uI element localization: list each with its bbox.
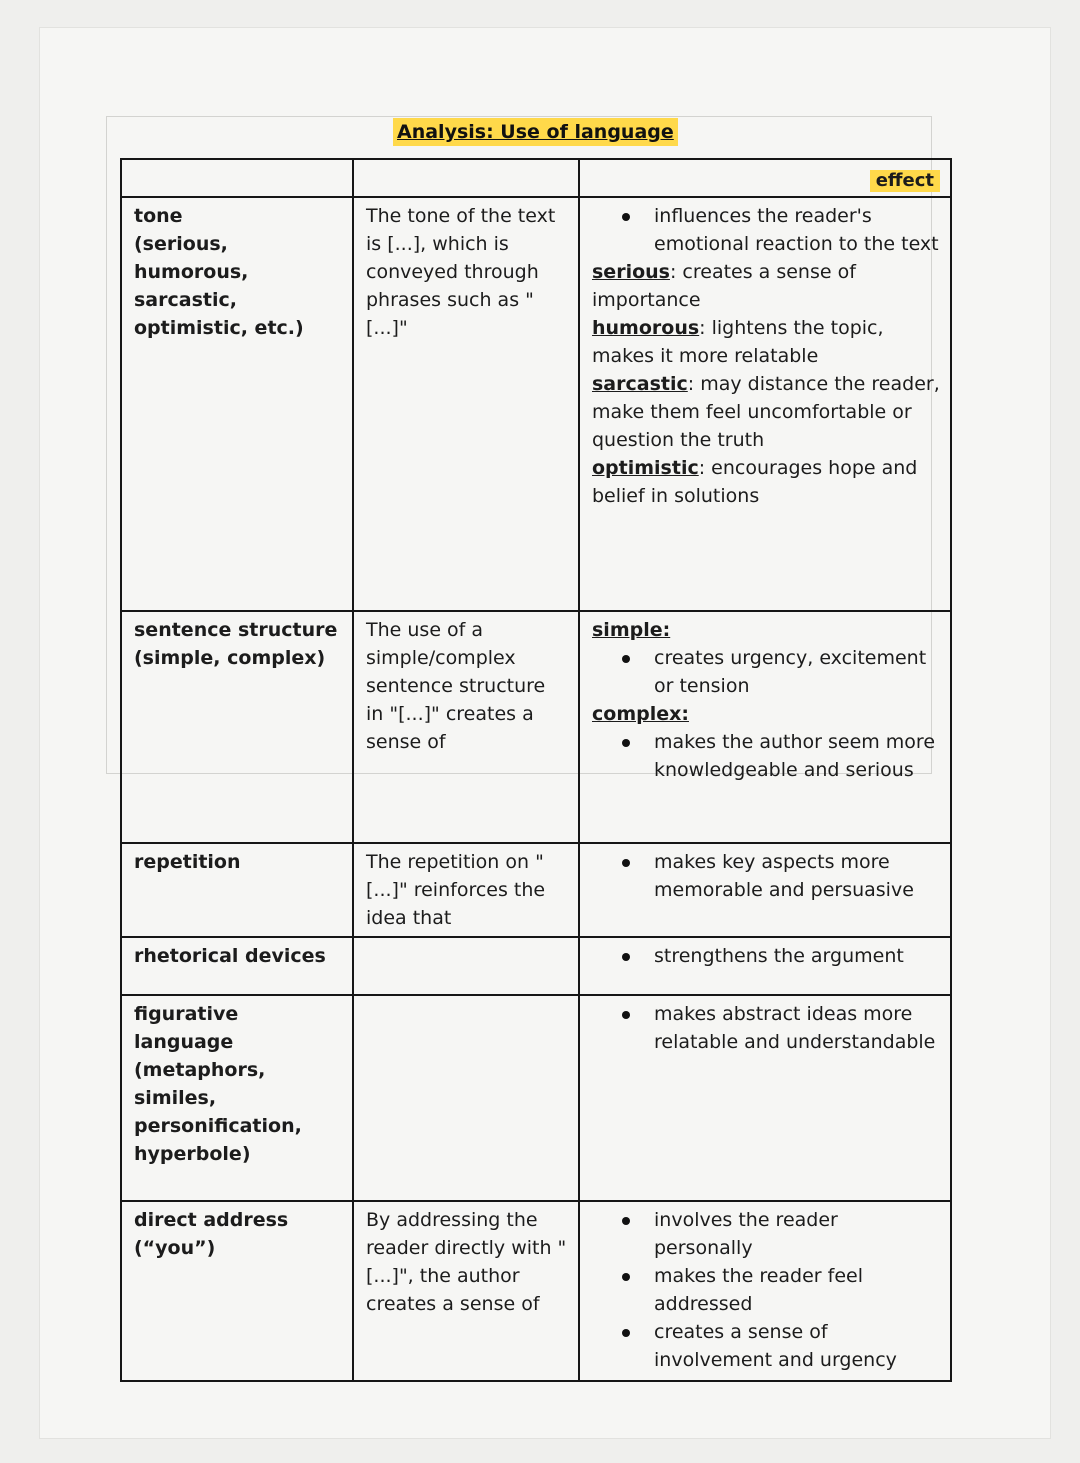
- effect-term: serious: [592, 261, 670, 283]
- feature-line: optimistic, etc.): [134, 317, 304, 339]
- header-cell-example: [353, 159, 579, 197]
- table-row-tone: [121, 197, 951, 611]
- feature-line: figurative language: [134, 1003, 239, 1053]
- feature-line: (“you”): [134, 1237, 216, 1259]
- effect-cell: [579, 611, 951, 843]
- feature-line: sarcastic,: [134, 289, 237, 311]
- effect-cell: [579, 843, 951, 937]
- header-cell-effect: [579, 159, 951, 197]
- feature-cell: [121, 995, 353, 1201]
- effect-bullet: makes abstract ideas more relatable and understandable: [654, 1000, 940, 1056]
- example-cell: By addressing the reader directly with "[...]", the author creates a sense of: [353, 1201, 579, 1381]
- example-cell: [353, 995, 579, 1201]
- feature-line: (serious,: [134, 233, 228, 255]
- effect-cell: [579, 197, 951, 611]
- page-title: Analysis: Use of language: [393, 118, 678, 146]
- effect-bullet: strengthens the argument: [654, 942, 940, 970]
- effect-cell: [579, 995, 951, 1201]
- effect-bullet: influences the reader's emotional reaction to the text: [654, 202, 940, 258]
- feature-line: hyperbole): [134, 1143, 251, 1165]
- effect-bullet: makes key aspects more memorable and persuasive: [654, 848, 940, 904]
- effect-term-entry: [592, 258, 940, 314]
- effect-term-entry: [592, 454, 940, 510]
- effect-list: [592, 942, 940, 970]
- effect-term: sarcastic: [592, 373, 688, 395]
- effect-bullet: creates a sense of involvement and urgency: [654, 1318, 940, 1374]
- effect-term-desc: : may distance the reader, make them feel uncomfortable or question the truth: [592, 373, 940, 451]
- feature-cell: [121, 937, 353, 995]
- table-row-repetition: [121, 843, 951, 937]
- effect-list: [592, 1206, 940, 1374]
- table-row-rhetorical-devices: [121, 937, 951, 995]
- feature-cell: [121, 197, 353, 611]
- effect-bullet: creates urgency, excitement or tension: [654, 644, 940, 700]
- effect-list: [592, 202, 940, 258]
- effect-term: optimistic: [592, 457, 699, 479]
- feature-cell: [121, 843, 353, 937]
- effect-list: [592, 644, 940, 700]
- table-row-direct-address: [121, 1201, 951, 1381]
- feature-line: direct address: [134, 1209, 289, 1231]
- feature-line: personification,: [134, 1115, 302, 1137]
- example-cell: The use of a simple/complex sentence structure in "[...]" creates a sense of: [353, 611, 579, 843]
- effect-header-label: effect: [870, 170, 940, 192]
- feature-line: (simple, complex): [134, 647, 326, 669]
- effect-bullet: makes the reader feel addressed: [654, 1262, 940, 1318]
- effect-term-entry: [592, 370, 940, 454]
- effect-bullet: makes the author seem more knowledgeable and serious: [654, 728, 940, 784]
- effect-term-desc: : encourages hope and belief in solutions: [592, 457, 918, 507]
- language-analysis-table: [120, 158, 952, 1382]
- effect-list: [592, 728, 940, 784]
- effect-term-entry: [592, 314, 940, 370]
- effect-cell: [579, 1201, 951, 1381]
- feature-line: rhetorical devices: [134, 945, 326, 967]
- effect-bullet: involves the reader personally: [654, 1206, 940, 1262]
- effect-subheading: complex:: [592, 703, 689, 725]
- feature-line: sentence structure: [134, 619, 338, 641]
- effect-list: [592, 1000, 940, 1056]
- table-row-figurative-language: [121, 995, 951, 1201]
- feature-line: repetition: [134, 851, 241, 873]
- effect-list: [592, 848, 940, 904]
- example-cell: The repetition on "[...]" reinforces the idea that: [353, 843, 579, 937]
- effect-term-desc: : creates a sense of importance: [592, 261, 856, 311]
- effect-term-desc: : lightens the topic, makes it more relatable: [592, 317, 884, 367]
- example-cell: The tone of the text is [...], which is conveyed through phrases such as "[...]": [353, 197, 579, 611]
- feature-line: humorous,: [134, 261, 249, 283]
- feature-line: (metaphors,: [134, 1059, 266, 1081]
- effect-term: humorous: [592, 317, 700, 339]
- table-row-sentence-structure: [121, 611, 951, 843]
- example-cell: [353, 937, 579, 995]
- header-cell-feature: [121, 159, 353, 197]
- effect-subheading: simple:: [592, 619, 671, 641]
- feature-cell: [121, 1201, 353, 1381]
- table-header-row: [121, 159, 951, 197]
- feature-line: tone: [134, 205, 183, 227]
- effect-cell: [579, 937, 951, 995]
- feature-cell: [121, 611, 353, 843]
- feature-line: similes,: [134, 1087, 217, 1109]
